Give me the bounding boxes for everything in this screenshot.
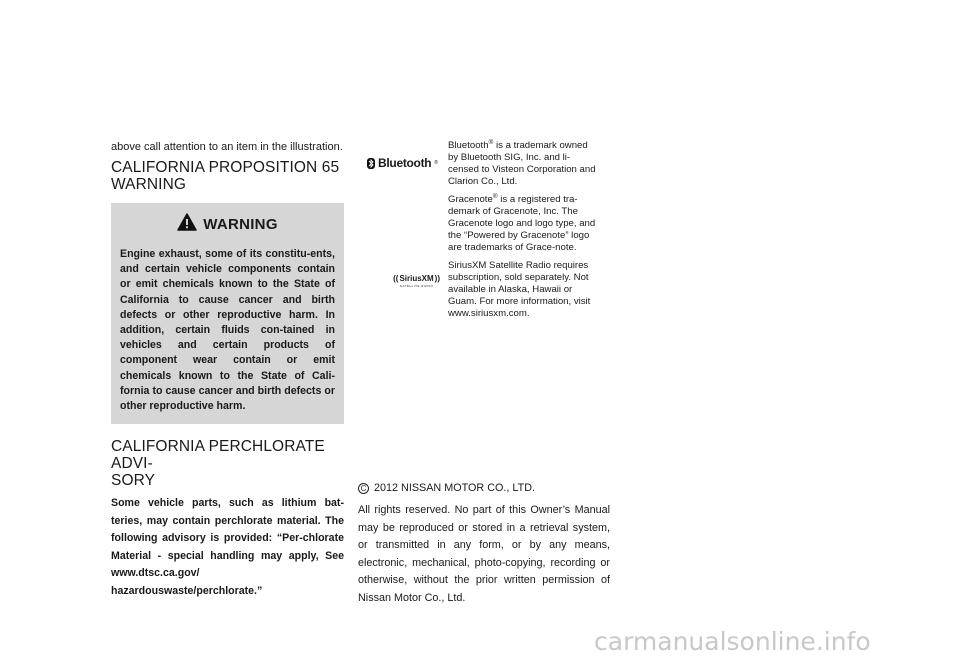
prop65-heading-line2: WARNING [111, 176, 187, 193]
prop65-heading [111, 159, 344, 193]
siriusxm-logo-text: SiriusXM [399, 274, 434, 283]
perchlorate-url-tail: hazardouswaste/perchlorate.” [111, 584, 263, 597]
bluetooth-logo-text: Bluetooth [378, 156, 432, 170]
perchlorate-heading-line2: SORY [111, 472, 156, 490]
siriusxm-logo-main [393, 274, 440, 283]
intro-text: above call attention to an item in the illustration. [111, 141, 343, 153]
gracenote-text [448, 194, 600, 254]
gracenote-reg: ® [492, 192, 498, 200]
warning-header [120, 213, 335, 235]
warning-box [111, 203, 344, 424]
siriusxm-logo [393, 274, 440, 288]
radio-waves-left-icon: (( [393, 274, 399, 283]
trademark-texts [393, 138, 600, 326]
gracenote-body: is a registered tra-demark of Gracenote, Inc. The Gracenote logo and logo type, and the “Powered by Gracenote” logo are trademarks of Grace-note. [448, 194, 596, 253]
warning-triangle-icon [177, 213, 197, 236]
bluetooth-text [448, 140, 600, 188]
right-column [358, 140, 610, 607]
bluetooth-row [358, 140, 610, 326]
perchlorate-heading [111, 438, 344, 489]
perchlorate-heading-line1: CALIFORNIA PERCHLORATE ADVI- [111, 438, 325, 473]
left-column [111, 140, 344, 600]
copyright-icon: C [358, 483, 369, 494]
sirius-text: SiriusXM Satellite Radio requires subscription, sold separately. Not available in Alaska, Hawaii or Guam. For more information, visit www.siriusxm.com. [448, 260, 591, 319]
watermark: carmanualsonline.info [594, 627, 871, 656]
radio-waves-right-icon: )) [434, 274, 440, 283]
bluetooth-rune-icon [367, 158, 375, 169]
copyright-line [358, 481, 610, 496]
perchlorate-text [111, 495, 344, 600]
bluetooth-logo [367, 156, 438, 170]
bluetooth-reg: ® [488, 138, 494, 146]
warning-title: WARNING [203, 215, 278, 233]
bluetooth-name: Bluetooth [448, 140, 489, 151]
prop65-heading-line1: CALIFORNIA PROPOSITION 65 [111, 159, 340, 176]
copyright-text: 2012 NISSAN MOTOR CO., LTD. [374, 482, 535, 494]
siriusxm-logo-sub: SATELLITE RADIO [399, 284, 434, 288]
gracenote-name: Gracenote [448, 194, 493, 205]
bluetooth-body: is a trademark owned by Bluetooth SIG, Inc. and li-censed to Visteon Corporation and Clarion Co., Ltd. [448, 140, 596, 187]
warning-text: Engine exhaust, some of its constitu-ents, and certain vehicle components contain or emit chemicals known to the State of California to cause cancer and birth defects or other reproductive harm. In addition, certain fluids con-tained in vehicles and certain products of component wear contain or emit chemicals known to the State of Cali-fornia to cause cancer and birth defects or other reproductive harm. [120, 248, 335, 413]
sirius-logo-cell [358, 260, 448, 326]
rights-text: All rights reserved. No part of this Owner’s Manual may be reproduced or stored in a retrieval system, or transmitted in any form, or by any means, electronic, mechanical, photo-copying, recording or otherwise, without the prior written permission of Nissan Motor Co., Ltd. [358, 504, 610, 604]
bluetooth-logo-reg: ® [434, 160, 438, 166]
perchlorate-body: Some vehicle parts, such as lithium bat-teries, may contain perchlorate material. The following advisory is provided: “Per-chlorate Material - special handling may apply, See www.dtsc.ca.gov/ [111, 497, 344, 580]
sirius-row [358, 260, 600, 326]
